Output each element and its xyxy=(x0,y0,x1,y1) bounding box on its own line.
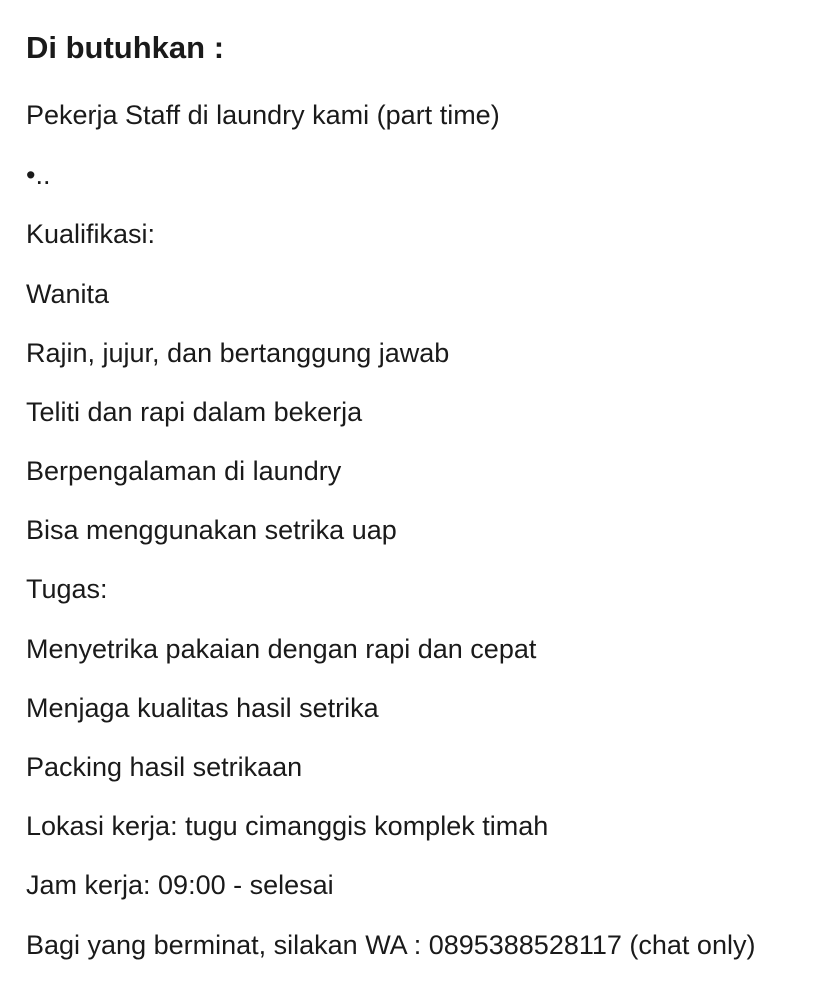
job-position-line: Pekerja Staff di laundry kami (part time) xyxy=(26,100,500,130)
work-location-line: Lokasi kerja: tugu cimanggis komplek timah xyxy=(26,811,549,841)
qualification-item: Teliti dan rapi dalam bekerja xyxy=(26,397,363,427)
bullet-dots-line: •.. xyxy=(26,160,51,190)
qualification-item: Berpengalaman di laundry xyxy=(26,456,342,486)
duties-heading: Tugas: xyxy=(26,574,108,604)
qualification-item: Bisa menggunakan setrika uap xyxy=(26,515,397,545)
note-title: Di butuhkan : xyxy=(26,30,225,65)
qualifications-heading: Kualifikasi: xyxy=(26,219,156,249)
work-hours-line: Jam kerja: 09:00 - selesai xyxy=(26,870,334,900)
duty-item: Menyetrika pakaian dengan rapi dan cepat xyxy=(26,634,537,664)
contact-line: Bagi yang berminat, silakan WA : 0895388528117 (chat only) xyxy=(26,930,756,960)
duty-item: Packing hasil setrikaan xyxy=(26,752,303,782)
qualification-item: Wanita xyxy=(26,279,110,309)
qualification-item: Rajin, jujur, dan bertanggung jawab xyxy=(26,338,450,368)
duty-item: Menjaga kualitas hasil setrika xyxy=(26,693,379,723)
